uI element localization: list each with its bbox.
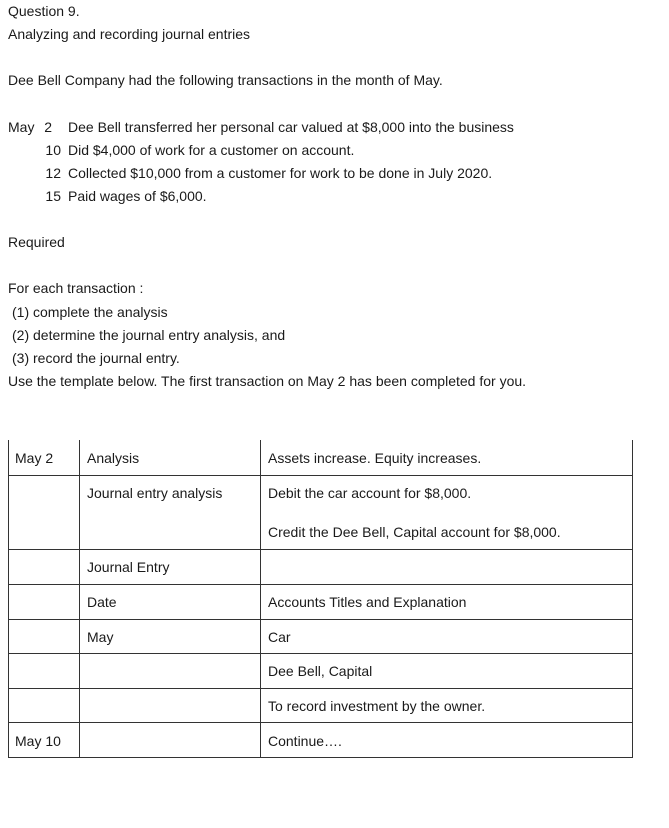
table-cell-date: May 2 (15, 450, 54, 466)
table-row-divider (8, 722, 633, 723)
table-cell-date: May 10 (15, 733, 61, 749)
transaction-text: Did $4,000 of work for a customer on account. (68, 142, 355, 158)
transaction-month: May (8, 119, 35, 135)
table-cell-label: Journal entry analysis (87, 485, 223, 501)
table-row-divider (8, 688, 633, 689)
question-intro: Dee Bell Company had the following transactions in the month of May. (8, 72, 443, 88)
required-heading: Required (8, 234, 65, 250)
question-topic: Analyzing and recording journal entries (8, 26, 251, 42)
required-step: (1) complete the analysis (12, 304, 168, 320)
table-border-left (8, 440, 9, 758)
transaction-text: Paid wages of $6,000. (68, 188, 207, 204)
table-cell-detail: Accounts Titles and Explanation (268, 594, 467, 610)
transaction-text: Dee Bell transferred her personal car valued at $8,000 into the business (68, 119, 514, 135)
journal-template-table (8, 440, 633, 758)
table-border-right (632, 440, 633, 758)
table-cell-detail: Car (268, 629, 291, 645)
table-cell-detail: Assets increase. Equity increases. (268, 450, 482, 466)
table-cell-label: Journal Entry (87, 559, 170, 575)
table-cell-detail: To record investment by the owner. (268, 698, 486, 714)
table-cell-detail: Dee Bell, Capital (268, 663, 373, 679)
transaction-day: 12 (45, 165, 61, 181)
question-number: Question 9. (8, 3, 80, 19)
transaction-day: 2 (44, 119, 52, 135)
table-row-divider (8, 549, 633, 550)
table-cell-label: May (87, 629, 114, 645)
table-column-divider (79, 440, 80, 758)
table-cell-label: Analysis (87, 450, 140, 466)
transaction-day: 15 (45, 188, 61, 204)
required-step: (2) determine the journal entry analysis, and (12, 327, 286, 343)
required-note: Use the template below. The first transaction on May 2 has been completed for you. (8, 373, 527, 389)
table-border-bottom (8, 757, 633, 758)
table-cell-label: Date (87, 594, 117, 610)
table-cell-detail: Credit the Dee Bell, Capital account for $8,000. (268, 524, 561, 540)
table-row-divider (8, 584, 633, 585)
required-lead: For each transaction : (8, 280, 144, 296)
transaction-text: Collected $10,000 from a customer for work to be done in July 2020. (68, 165, 493, 181)
table-cell-detail: Debit the car account for $8,000. (268, 485, 472, 501)
table-cell-detail: Continue…. (268, 733, 342, 749)
table-row-divider (8, 619, 633, 620)
table-row-divider (8, 653, 633, 654)
required-step: (3) record the journal entry. (12, 350, 180, 366)
table-column-divider (260, 440, 261, 758)
table-row-divider (8, 475, 633, 476)
transaction-day: 10 (45, 142, 61, 158)
